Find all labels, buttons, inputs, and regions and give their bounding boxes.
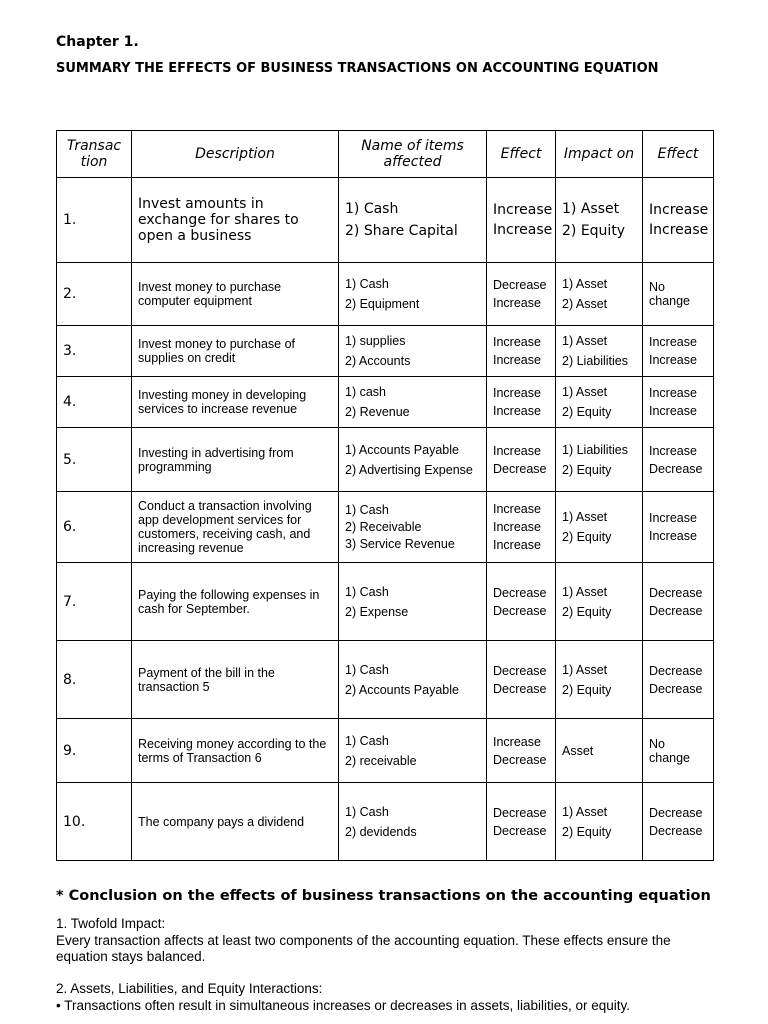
equation-effect: Increase [649,443,697,458]
affected-item-cell [339,377,487,428]
impact-item: 2) Equity [562,405,612,419]
equation-effect-cell [643,326,714,377]
document-title: SUMMARY THE EFFECTS OF BUSINESS TRANSACTIONS ON ACCOUNTING EQUATION [56,61,659,76]
impact-item-cell [556,492,643,563]
affected-item: 1) Cash [345,662,389,677]
effect-value-cell [487,563,556,641]
table-row [57,641,714,719]
impact-item-cell [556,263,643,326]
effect-value: Increase [493,734,541,749]
transaction-number: 9. [57,719,132,783]
affected-item-cell [339,178,487,263]
affected-item: 2) Receivable [345,520,422,534]
effect-value: Decrease [493,823,547,838]
equation-effect: Decrease [649,461,703,476]
transaction-description: Paying the following expenses in cash for September. [132,563,339,641]
impact-item-cell [556,377,643,428]
equation-effect: No change [649,736,691,765]
effect-value-cell [487,641,556,719]
transaction-description: Invest money to purchase computer equipment [132,263,339,326]
affected-item: 2) Share Capital [345,223,458,239]
transaction-number: 6. [57,492,132,563]
effect-value: Increase [493,404,541,418]
impact-item-cell [556,326,643,377]
equation-effect: Increase [649,222,709,238]
affected-item: 2) Advertising Expense [345,462,473,477]
equation-effect: Decrease [649,681,703,696]
impact-item: 2) Equity [562,682,612,697]
transaction-description: Investing money in developing services to increase revenue [132,377,339,428]
affected-item: 1) Cash [345,503,389,517]
transaction-description: The company pays a dividend [132,783,339,861]
affected-item: 1) Cash [345,277,389,291]
impact-item: 2) Asset [562,297,608,311]
transaction-number: 3. [57,326,132,377]
conclusion-heading: * Conclusion on the effects of business transactions on the accounting equation [56,888,711,904]
equation-effect: Increase [649,529,697,543]
impact-item: 1) Asset [562,385,608,399]
affected-item-cell [339,263,487,326]
impact-item: 1) Asset [562,804,608,819]
effect-value: Increase [493,443,541,458]
table-row [57,326,714,377]
affected-item-cell [339,641,487,719]
transaction-number: 8. [57,641,132,719]
impact-item: 2) Liabilities [562,354,629,368]
impact-item: 1) Asset [562,510,608,524]
affected-item: 2) Equipment [345,297,420,311]
equation-effect: No change [649,280,691,308]
equation-effect-cell [643,783,714,861]
effect-value: Decrease [493,681,547,696]
effect-value-cell [487,263,556,326]
equation-effect: Increase [649,404,697,418]
table-row [57,178,714,263]
table-header-row [57,131,714,178]
table-row [57,428,714,492]
equation-effect-cell [643,719,714,783]
table-row [57,492,714,563]
affected-item: 2) Accounts [345,354,411,368]
effect-value: Decrease [493,603,547,618]
transaction-number: 5. [57,428,132,492]
equation-effect-cell [643,428,714,492]
effect-value: Decrease [493,663,547,678]
chapter-label: Chapter 1. [56,34,139,50]
equation-effect: Increase [649,353,697,367]
transaction-description: Investing in advertising from programming [132,428,339,492]
equation-effect-cell [643,178,714,263]
equation-effect: Increase [649,386,697,400]
effect-value: Increase [493,520,541,534]
impact-item-cell [556,783,643,861]
affected-item-cell [339,719,487,783]
header-transaction: Transac tion [57,131,132,178]
effect-value-cell [487,178,556,263]
affected-item: 1) cash [345,385,386,399]
impact-item: 1) Liabilities [562,442,629,457]
point-2-title: 2. Assets, Liabilities, and Equity Interactions: [56,981,323,996]
effect-value-cell [487,492,556,563]
impact-item: 2) Equity [562,604,612,619]
impact-item: 2) Equity [562,223,626,239]
impact-item: Asset [562,743,594,758]
affected-item: 1) Cash [345,201,399,217]
header-description: Description [132,131,339,178]
effect-value: Decrease [493,805,547,820]
equation-effect: Increase [649,335,697,349]
impact-item-cell [556,178,643,263]
affected-item-cell [339,492,487,563]
affected-item-cell [339,783,487,861]
transaction-description: Invest amounts in exchange for shares to open a business [132,178,339,263]
effect-value: Increase [493,538,541,552]
transaction-description: Conduct a transaction involving app development services for customers, receiving cash, and increasing revenue [132,492,339,563]
effect-value: Increase [493,502,541,516]
equation-effect: Increase [649,202,709,218]
equation-effect: Decrease [649,585,703,600]
impact-item-cell [556,641,643,719]
transaction-description: Payment of the bill in the transaction 5 [132,641,339,719]
equation-effect: Decrease [649,603,703,618]
affected-item-cell [339,563,487,641]
impact-item: 2) Equity [562,824,612,839]
effect-value: Decrease [493,278,547,292]
effect-value: Decrease [493,461,547,476]
affected-item: 3) Service Revenue [345,537,455,551]
affected-item: 2) Revenue [345,405,410,419]
equation-effect: Decrease [649,805,703,820]
equation-effect: Increase [649,511,697,525]
affected-item: 2) Expense [345,604,409,619]
impact-item: 1) Asset [562,277,608,291]
effect-value: Decrease [493,752,547,767]
transaction-description: Invest money to purchase of supplies on credit [132,326,339,377]
impact-item-cell [556,563,643,641]
affected-item: 2) Accounts Payable [345,682,459,697]
header-impact-on: Impact on [556,131,643,178]
equation-effect-cell [643,641,714,719]
impact-item-cell [556,719,643,783]
affected-item: 1) Cash [345,804,389,819]
equation-effect-cell [643,377,714,428]
transaction-number: 7. [57,563,132,641]
affected-item: 1) Cash [345,584,389,599]
effect-value-cell [487,428,556,492]
header-effect: Effect [487,131,556,178]
impact-item: 1) Asset [562,201,620,217]
table-row [57,783,714,861]
point-2-text: • Transactions often result in simultaneous increases or decreases in assets, liabilities, or equity. [56,998,631,1013]
effect-value: Increase [493,353,541,367]
table-row [57,563,714,641]
equation-effect-cell [643,492,714,563]
affected-item: 1) supplies [345,334,406,348]
header-items-affected: Name of items affected [339,131,487,178]
impact-item: 1) Asset [562,584,608,599]
equation-effect: Decrease [649,663,703,678]
table-row [57,377,714,428]
effect-value: Increase [493,335,541,349]
effect-value: Decrease [493,585,547,600]
affected-item: 1) Cash [345,733,389,748]
table-row [57,719,714,783]
effect-value: Increase [493,222,553,238]
affected-item: 2) receivable [345,753,417,768]
effect-value-cell [487,326,556,377]
transaction-number: 10. [57,783,132,861]
impact-item: 2) Equity [562,530,612,544]
effect-value-cell [487,719,556,783]
effect-value: Increase [493,386,541,400]
effect-value-cell [487,783,556,861]
header-effect-2: Effect [643,131,714,178]
impact-item-cell [556,428,643,492]
impact-item: 1) Asset [562,334,608,348]
effect-value: Increase [493,202,553,218]
equation-effect-cell [643,563,714,641]
point-1-text: Every transaction affects at least two components of the accounting equation. These effects ensure the equation stays balanced. [56,933,671,964]
effect-value: Increase [493,296,541,310]
transaction-description: Receiving money according to the terms of Transaction 6 [132,719,339,783]
affected-item: 2) devidends [345,824,417,839]
affected-item-cell [339,428,487,492]
effect-value-cell [487,377,556,428]
table-row [57,263,714,326]
affected-item: 1) Accounts Payable [345,442,459,457]
impact-item: 2) Equity [562,462,612,477]
transaction-number: 2. [57,263,132,326]
affected-item-cell [339,326,487,377]
equation-effect: Decrease [649,823,703,838]
transaction-number: 1. [57,178,132,263]
transaction-number: 4. [57,377,132,428]
equation-effect-cell [643,263,714,326]
point-1-title: 1. Twofold Impact: [56,916,166,931]
transactions-table [56,130,714,861]
impact-item: 1) Asset [562,662,608,677]
